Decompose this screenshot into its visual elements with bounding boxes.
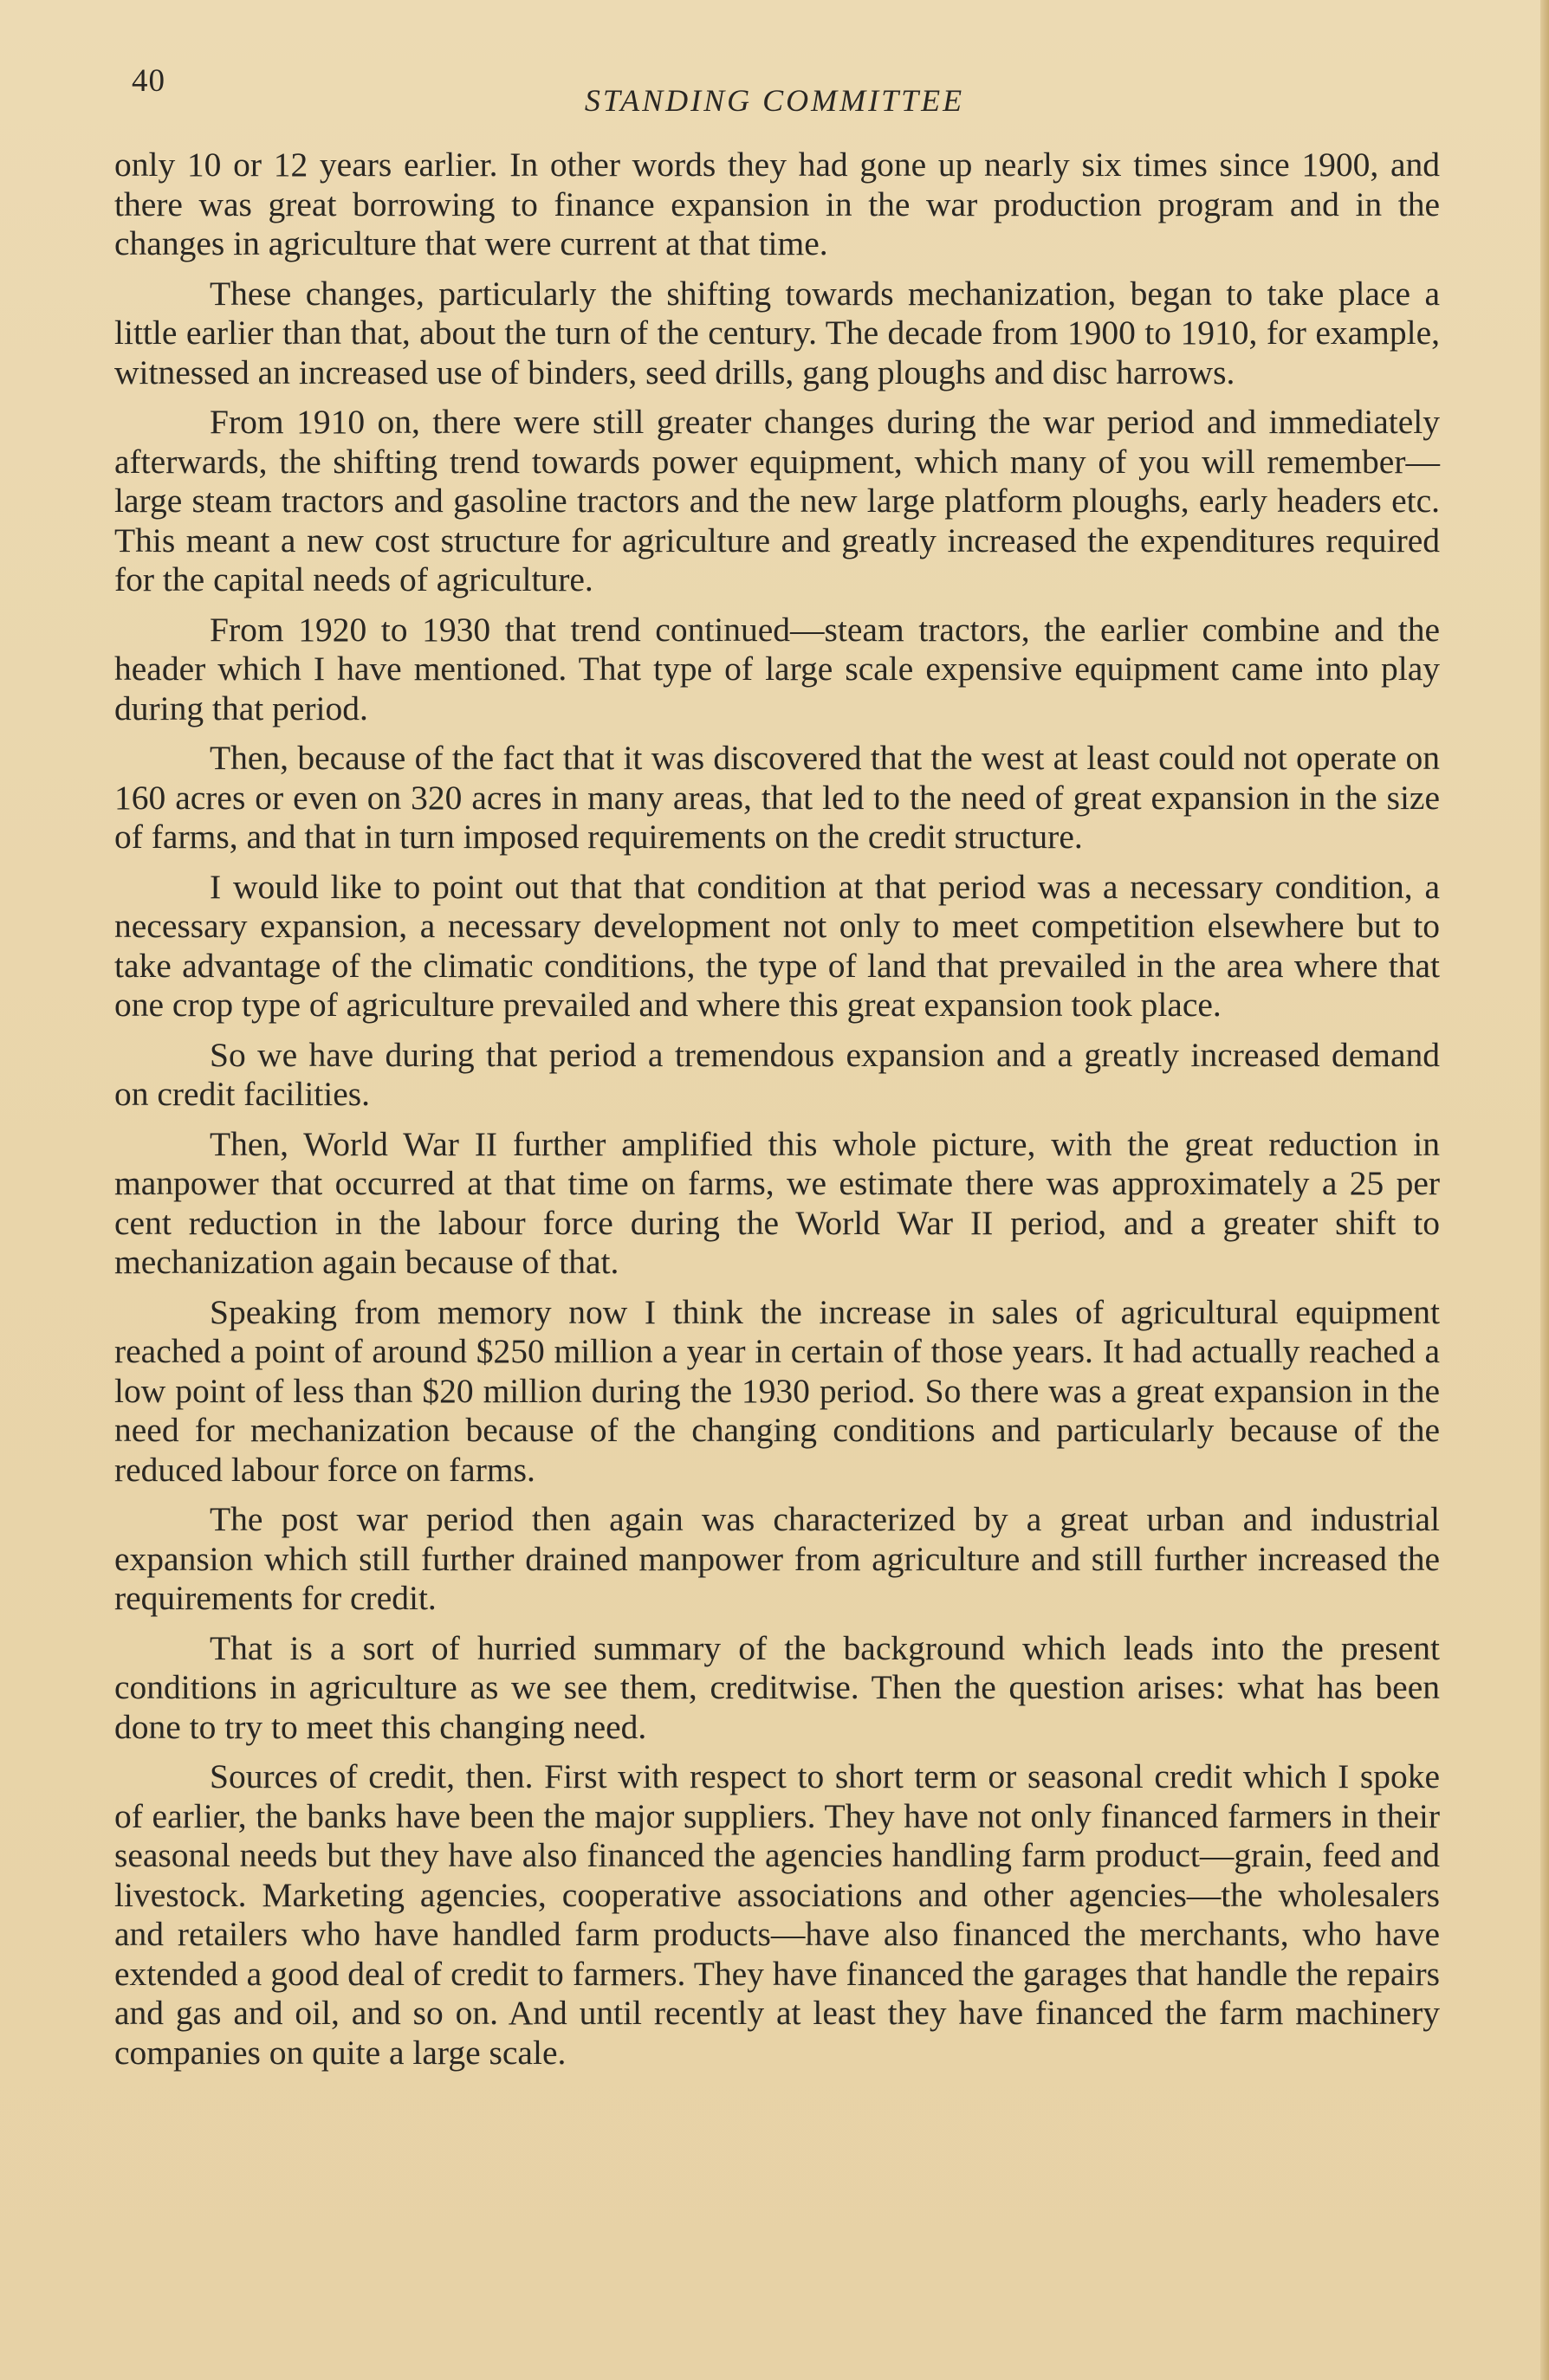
page-edge [1540, 0, 1549, 2380]
paragraph: That is a sort of hurried summary of the background which leads into the present conditions in agriculture as we see them, creditwise. Then the question arises: what has been done to try to meet this changing need. [114, 1628, 1440, 1746]
paragraph: So we have during that period a tremendous expansion and a greatly increased demand on credit facilities. [114, 1035, 1440, 1113]
paragraph: Sources of credit, then. First with respect to short term or seasonal credit which I spoke of earlier, the banks have been the major suppliers. They have not only financed farmers in their seasonal needs but they have also financed the agencies handling farm product—grain, feed and livestock. Marketing agencies, cooperative associations and other agencies—the wholesalers and retailers who have handled farm products—have also financed the merchants, who have extended a good deal of credit to farmers. They have financed the garages that handle the repairs and gas and oil, and so on. And until recently at least they have financed the farm machinery companies on quite a large scale. [114, 1757, 1440, 2072]
running-head: STANDING COMMITTEE [584, 83, 965, 118]
paragraph: The post war period then again was characterized by a great urban and industrial expansion which still further drained manpower from agriculture and still further increased the requirements for credit. [114, 1500, 1440, 1617]
page-number: 40 [132, 63, 165, 99]
paragraph: From 1920 to 1930 that trend continued—steam tractors, the earlier combine and the header which I have mentioned. That type of large scale expensive equipment came into play during that period. [114, 610, 1440, 728]
paragraph: only 10 or 12 years earlier. In other words they had gone up nearly six times since 1900, and there was great borrowing to finance expansion in the war production program and in the changes in agriculture that were current at that time. [114, 146, 1440, 262]
paragraph: I would like to point out that that condition at that period was a necessary condition, a necessary expansion, a necessary development not only to meet competition elsewhere but to take advantage of the climatic conditions, the type of land that prevailed in the area where that one crop type of agriculture prevailed and where this great expansion took place. [114, 867, 1440, 1024]
paragraph: Then, because of the fact that it was discovered that the west at least could not operate on 160 acres or even on 320 acres in many areas, that led to the need of great expansion in the size of farms, and that in turn imposed requirements on the credit structure. [114, 739, 1440, 856]
paragraph: From 1910 on, there were still greater changes during the war period and immediately afterwards, the shifting trend towards power equipment, which many of you will remember—large steam tractors and gasoline tractors and the new large platform ploughs, early headers etc. This meant a new cost structure for agriculture and greatly increased the expenditures required for the capital needs of agriculture. [114, 403, 1440, 598]
paragraph: These changes, particularly the shifting towards mechanization, began to take place a little earlier than that, about the turn of the century. The decade from 1900 to 1910, for example, witnessed an increased use of binders, seed drills, gang ploughs and disc harrows. [114, 274, 1440, 391]
paragraph: Then, World War II further amplified this whole picture, with the great reduction in manpower that occurred at that time on farms, we estimate there was approximately a 25 per cent reduction in the labour force during the World War II period, and a greater shift to mechanization again because of that. [114, 1124, 1440, 1281]
body-text [114, 146, 1440, 2083]
paragraph: Speaking from memory now I think the increase in sales of agricultural equipment reached a point of around $250 million a year in certain of those years. It had actually reached a low point of less than $20 million during the 1930 period. So there was a great expansion in the need for mechanization because of the changing conditions and particularly because of the reduced labour force on farms. [114, 1292, 1440, 1489]
